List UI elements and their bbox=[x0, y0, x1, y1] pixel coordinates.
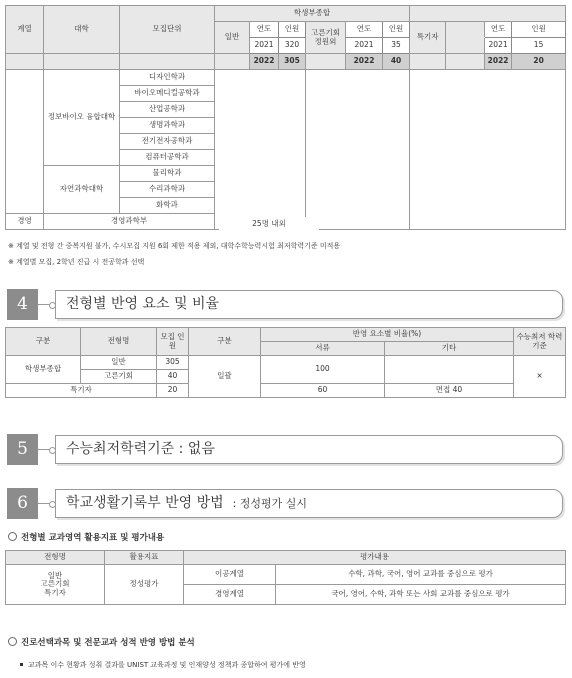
section-number: 4 bbox=[7, 289, 38, 320]
dept: 수리과학과 bbox=[120, 182, 215, 198]
h-unit: 모집단위 bbox=[120, 6, 215, 54]
section-6-header bbox=[7, 488, 563, 519]
evaluation-table: 전형명 활용지표 평가내용 일반 고른기회 특기자 정성평가 이공계열 수학, 과학, 국어, 영어 교과를 중심으로 평가 경영계열 국어, 영어, 수학, 과학 또는 사회 교과를 중심으로 평가 bbox=[5, 550, 566, 605]
dept: 생명과학과 bbox=[120, 118, 215, 134]
section-4-header bbox=[7, 289, 563, 320]
biz-quota: 25명 내외 bbox=[219, 217, 319, 231]
dept: 산업공학과 bbox=[120, 102, 215, 118]
biz-unit: 경영과학부 bbox=[44, 214, 215, 230]
subheading-2: 진로선택과목 및 전문교과 성적 반영 방법 분석 bbox=[8, 636, 195, 648]
h-group: 학생부종합 bbox=[215, 6, 410, 22]
ratio-table: 구분 전형명 모집 인원 구분 반영 요소별 비율(%) 수능최저 학력기준 서류 기타 학생부종합 일반 305 일괄 100 × 고른기회 40 특기자 20 60 면접 40 bbox=[5, 327, 566, 398]
section-number: 5 bbox=[7, 434, 38, 465]
dept: 컴퓨터공학과 bbox=[120, 150, 215, 166]
dept: 디자인학과 bbox=[120, 70, 215, 86]
h-field: 계열 bbox=[6, 6, 44, 54]
h-college: 대학 bbox=[44, 6, 120, 54]
section-title: 수능최저학력기준 : 없음 bbox=[55, 435, 563, 464]
circle-bullet-icon bbox=[8, 637, 17, 646]
square-bullet-icon bbox=[20, 663, 23, 666]
note-2: ※ 계열별 모집, 2학년 진급 시 전공학과 선택 bbox=[8, 258, 145, 266]
biz-field: 경영 bbox=[6, 214, 44, 230]
dept: 전기전자공학과 bbox=[120, 134, 215, 150]
section-5-header bbox=[7, 434, 563, 465]
quota-table: 계열 대학 모집단위 학생부종합 일반 연도 인원 고른기회 정원외 연도 인원 특기자 연도 인원 2021 320 2021 35 2021 15 2022 305 2022 40 2022 20 정보바이오 융합대학 디자인학과 바이오메디컬공학과 산업공학과 생명과학과 전기전자공학과 컴퓨터공학과 자연과학대학 물리학과 수리과학과 화학과 경영 경영과학부 bbox=[5, 5, 566, 230]
dept: 바이오메디컬공학과 bbox=[120, 86, 215, 102]
note-1: ※ 계열 및 전형 간 중복지원 불가, 수시모집 지원 6회 제한 적용 제외, 대학수학능력시험 최저학력기준 미적용 bbox=[8, 242, 341, 250]
college-1: 정보바이오 융합대학 bbox=[44, 70, 120, 166]
section-number: 6 bbox=[7, 488, 38, 519]
h-general: 일반 bbox=[215, 22, 250, 54]
h-special: 특기자 bbox=[410, 22, 446, 54]
section-title: 학교생활기록부 반영 방법 : 정성평가 실시 bbox=[55, 489, 563, 518]
h-goryeo: 고른기회 정원외 bbox=[306, 22, 346, 54]
college-2: 자연과학대학 bbox=[44, 166, 120, 214]
subheading-1: 전형별 교과영역 활용지표 및 평가내용 bbox=[8, 531, 164, 543]
min-standard: × bbox=[514, 356, 566, 398]
bullet-item: 교과목 이수 현황과 성취 결과를 UNIST 교육과정 및 인재양성 정책과 종합하여 평가에 반영 bbox=[20, 660, 306, 670]
circle-bullet-icon bbox=[8, 532, 17, 541]
dept: 화학과 bbox=[120, 198, 215, 214]
dept: 물리학과 bbox=[120, 166, 215, 182]
section-subtitle: : 정성평가 실시 bbox=[232, 497, 308, 510]
section-title: 전형별 반영 요소 및 비율 bbox=[55, 290, 563, 319]
